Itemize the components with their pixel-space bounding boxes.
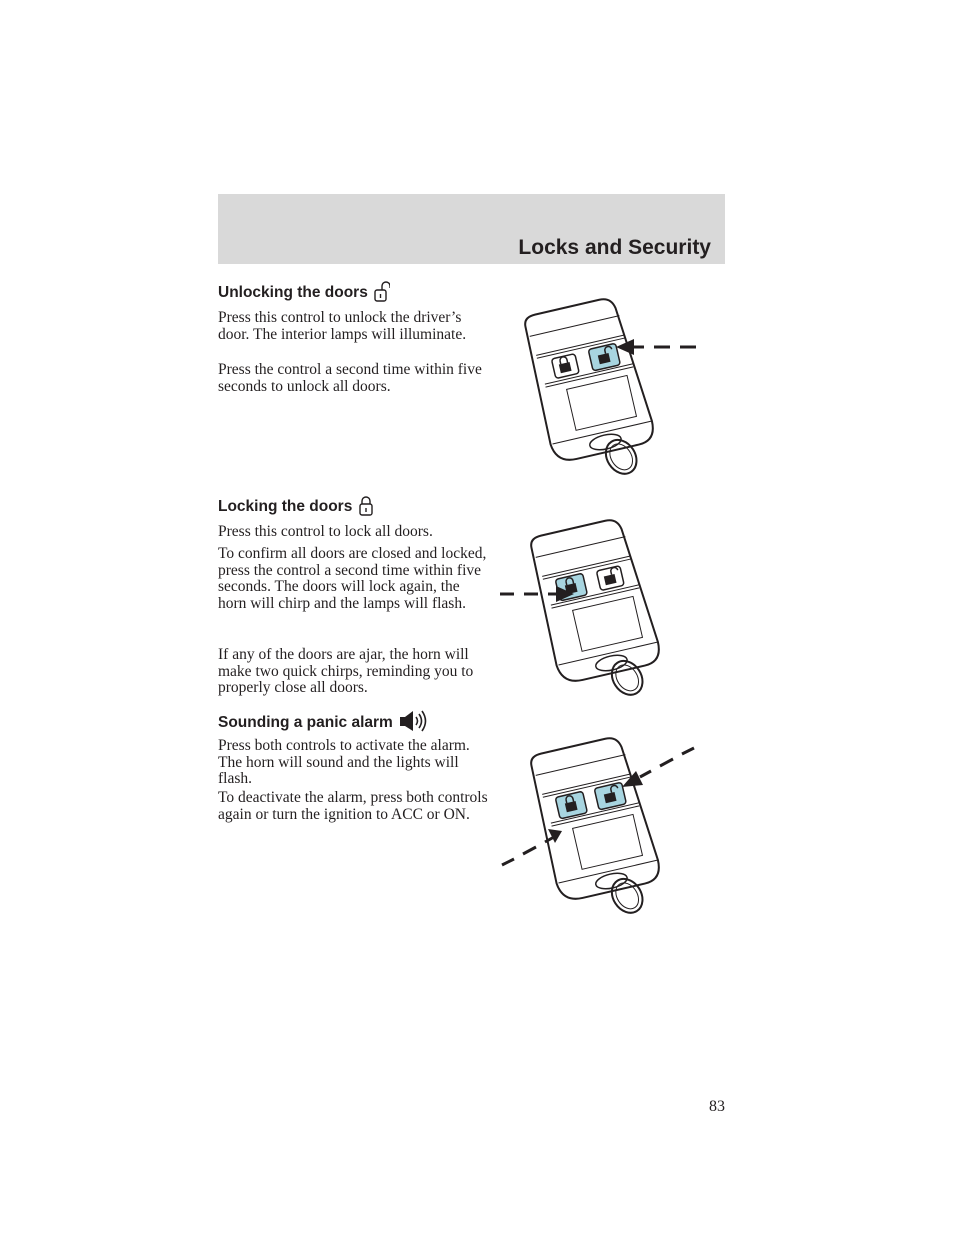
paragraph-unlock-1: Press this control to unlock the driver’s door. The interior lamps will illuminate. xyxy=(218,309,467,343)
section-heading-locking xyxy=(218,495,373,517)
heading-text: Sounding a panic alarm xyxy=(218,714,393,731)
key-fob-panic-illustration xyxy=(496,733,706,923)
section-heading-panic xyxy=(218,709,427,733)
key-fob-unlock-illustration xyxy=(500,294,710,484)
paragraph-lock-3: If any of the doors are ajar, the horn will make two quick chirps, reminding you to properly close all doors. xyxy=(218,646,474,696)
heading-text: Locking the doors xyxy=(218,498,353,515)
paragraph-panic-2: To deactivate the alarm, press both controls again or turn the ignition to ACC or ON. xyxy=(218,789,488,823)
chapter-title: Locks and Security xyxy=(518,236,711,259)
page-number: 83 xyxy=(709,1098,725,1115)
unlock-icon xyxy=(374,281,390,303)
paragraph-unlock-2: Press the control a second time within five seconds to unlock all doors. xyxy=(218,361,482,395)
lock-icon xyxy=(359,495,373,517)
paragraph-lock-1: Press this control to lock all doors. xyxy=(218,523,433,540)
chapter-header-band xyxy=(218,194,725,264)
key-fob-lock-illustration xyxy=(496,515,706,705)
heading-text: Unlocking the doors xyxy=(218,284,368,301)
paragraph-lock-2: To confirm all doors are closed and locked, press the control a second time within five seconds. The doors will lock again, the horn will chirp and the lamps will flash. xyxy=(218,545,487,612)
section-heading-unlocking xyxy=(218,281,390,303)
speaker-icon xyxy=(399,709,427,733)
paragraph-panic-1: Press both controls to activate the alarm. The horn will sound and the lights will flash. xyxy=(218,737,470,787)
